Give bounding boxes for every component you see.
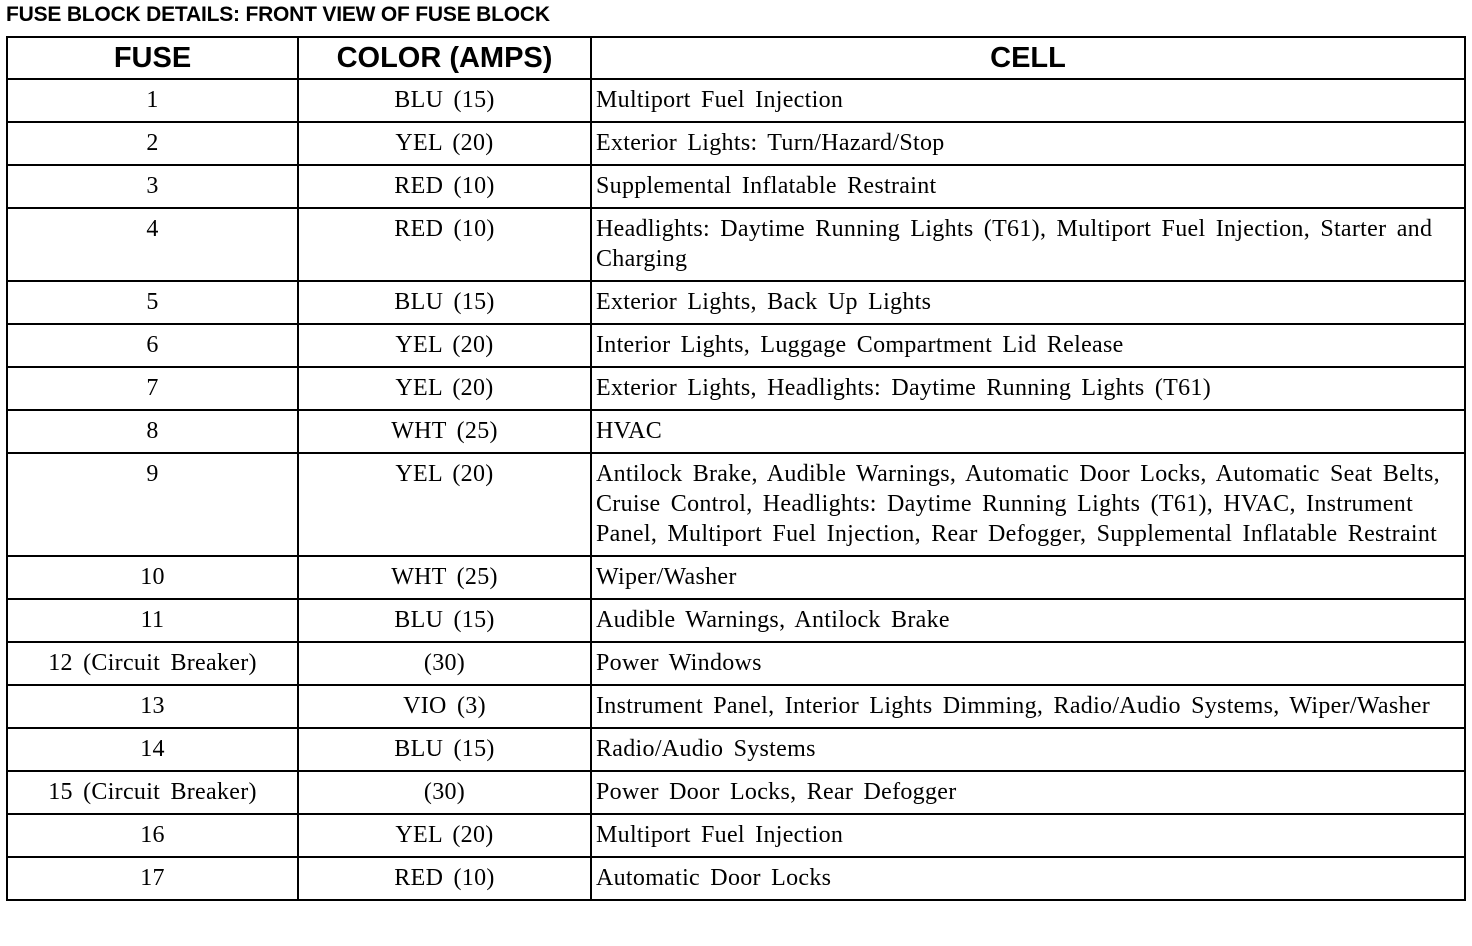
fuse-circuits: Power Windows	[591, 642, 1465, 685]
fuse-color-amps: BLU (15)	[298, 281, 591, 324]
header-cell: CELL	[591, 37, 1465, 79]
table-row	[7, 814, 1465, 857]
fuse-color-amps: WHT (25)	[298, 410, 591, 453]
table-row	[7, 857, 1465, 900]
table-row	[7, 599, 1465, 642]
table-row	[7, 208, 1465, 281]
fuse-number: 14	[7, 728, 298, 771]
table-row	[7, 324, 1465, 367]
fuse-circuits: Antilock Brake, Audible Warnings, Automatic Door Locks, Automatic Seat Belts, Cruise Control, Headlights: Daytime Running Lights (T61), HVAC, Instrument Panel, Multiport Fuel Injection, Rear Defogger, Supplemental Inflatable Restraint	[591, 453, 1465, 556]
table-row	[7, 642, 1465, 685]
header-color-amps: COLOR (AMPS)	[298, 37, 591, 79]
fuse-color-amps: BLU (15)	[298, 728, 591, 771]
fuse-number: 9	[7, 453, 298, 556]
fuse-number: 3	[7, 165, 298, 208]
fuse-circuits: Automatic Door Locks	[591, 857, 1465, 900]
page-title: FUSE BLOCK DETAILS: FRONT VIEW OF FUSE BLOCK	[6, 3, 550, 26]
fuse-circuits: Power Door Locks, Rear Defogger	[591, 771, 1465, 814]
table-row	[7, 771, 1465, 814]
fuse-circuits: Exterior Lights, Back Up Lights	[591, 281, 1465, 324]
fuse-circuits: HVAC	[591, 410, 1465, 453]
fuse-number: 7	[7, 367, 298, 410]
fuse-color-amps: VIO (3)	[298, 685, 591, 728]
fuse-color-amps: RED (10)	[298, 857, 591, 900]
fuse-number: 16	[7, 814, 298, 857]
fuse-number: 6	[7, 324, 298, 367]
fuse-circuits: Multiport Fuel Injection	[591, 814, 1465, 857]
fuse-number: 11	[7, 599, 298, 642]
fuse-color-amps: BLU (15)	[298, 79, 591, 122]
table-row	[7, 453, 1465, 556]
fuse-circuits: Wiper/Washer	[591, 556, 1465, 599]
fuse-number: 17	[7, 857, 298, 900]
table-row	[7, 728, 1465, 771]
fuse-color-amps: YEL (20)	[298, 324, 591, 367]
table-row	[7, 165, 1465, 208]
fuse-circuits: Multiport Fuel Injection	[591, 79, 1465, 122]
table-row	[7, 281, 1465, 324]
fuse-number: 2	[7, 122, 298, 165]
fuse-circuits: Supplemental Inflatable Restraint	[591, 165, 1465, 208]
fuse-number: 15 (Circuit Breaker)	[7, 771, 298, 814]
fuse-number: 13	[7, 685, 298, 728]
fuse-circuits: Interior Lights, Luggage Compartment Lid Release	[591, 324, 1465, 367]
fuse-number: 8	[7, 410, 298, 453]
fuse-circuits: Exterior Lights, Headlights: Daytime Running Lights (T61)	[591, 367, 1465, 410]
fuse-color-amps: (30)	[298, 642, 591, 685]
header-fuse: FUSE	[7, 37, 298, 79]
fuse-number: 1	[7, 79, 298, 122]
fuse-color-amps: WHT (25)	[298, 556, 591, 599]
table-row	[7, 410, 1465, 453]
fuse-color-amps: (30)	[298, 771, 591, 814]
table-row	[7, 556, 1465, 599]
fuse-color-amps: YEL (20)	[298, 814, 591, 857]
fuse-color-amps: YEL (20)	[298, 453, 591, 556]
fuse-number: 12 (Circuit Breaker)	[7, 642, 298, 685]
table-body	[7, 79, 1465, 900]
fuse-circuits: Audible Warnings, Antilock Brake	[591, 599, 1465, 642]
fuse-color-amps: RED (10)	[298, 165, 591, 208]
table-header-row	[7, 37, 1465, 79]
table-row	[7, 79, 1465, 122]
fuse-circuits: Exterior Lights: Turn/Hazard/Stop	[591, 122, 1465, 165]
fuse-color-amps: RED (10)	[298, 208, 591, 281]
table-row	[7, 685, 1465, 728]
fuse-table	[6, 36, 1466, 901]
fuse-color-amps: YEL (20)	[298, 122, 591, 165]
table-row	[7, 122, 1465, 165]
fuse-circuits: Headlights: Daytime Running Lights (T61), Multiport Fuel Injection, Starter and Charging	[591, 208, 1465, 281]
fuse-circuits: Radio/Audio Systems	[591, 728, 1465, 771]
fuse-color-amps: BLU (15)	[298, 599, 591, 642]
fuse-circuits: Instrument Panel, Interior Lights Dimming, Radio/Audio Systems, Wiper/Washer	[591, 685, 1465, 728]
table-row	[7, 367, 1465, 410]
fuse-number: 4	[7, 208, 298, 281]
fuse-number: 10	[7, 556, 298, 599]
fuse-color-amps: YEL (20)	[298, 367, 591, 410]
fuse-number: 5	[7, 281, 298, 324]
